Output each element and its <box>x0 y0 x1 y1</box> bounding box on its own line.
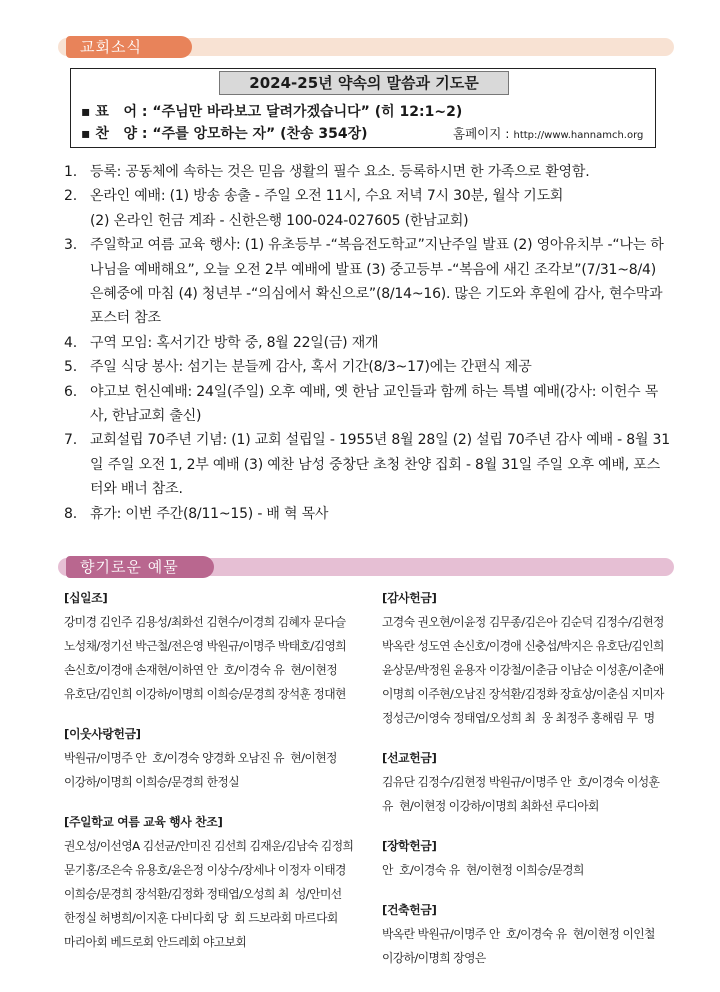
news-list <box>64 160 670 526</box>
offering-names-line: 유호단/김인희 이강하/이명희 이희승/문경희 장석훈 정대현 <box>64 687 346 701</box>
motto-text: “주님만 바라보고 달려가겠습니다” (히 12:1~2) <box>152 104 463 120</box>
news-item <box>64 355 670 379</box>
offering-group <box>64 722 364 794</box>
offering-names-line: 문기홍/조은숙 유용호/윤은정 이상수/장세나 이정자 이태경 <box>64 863 346 877</box>
news-item <box>64 380 670 429</box>
news-item-text: 온라인 예배: (1) 방송 송출 - 주일 오전 11시, 수요 저녁 7시 30분, 월삭 기도회 <box>90 188 564 205</box>
offering-names-line: 김유단 김정수/김현정 박원규/이명주 안 호/이경숙 이성훈 <box>382 775 660 789</box>
news-item-number: 7. <box>64 432 77 449</box>
offering-names-line: 박옥란 성도연 손신호/이경애 신충섭/박지은 유호단/김인희 <box>382 639 664 653</box>
offering-group-heading: [선교헌금] <box>382 751 437 765</box>
offering-names-line: 유 현/이현정 이강하/이명희 최화선 루디아회 <box>382 799 599 813</box>
promise-title: 2024-25년 약속의 말씀과 기도문 <box>219 71 509 95</box>
offering-names-line: 정성근/이영숙 정태엽/오성희 최 웅 최정주 홍해림 무 명 <box>382 711 655 725</box>
offering-names-line: 박옥란 박원규/이명주 안 호/이경숙 유 현/이현정 이인철 <box>382 927 655 941</box>
offering-names-line: 권오성/이선영A 김선균/안미진 김선희 김재운/김남숙 김정희 <box>64 839 354 853</box>
promise-box <box>70 68 656 148</box>
offering-names-line: 한정실 허병희/이지훈 다비다회 당 회 드보라회 마르다회 <box>64 911 338 925</box>
motto-row <box>81 101 462 121</box>
news-item <box>64 502 670 526</box>
homepage-url[interactable]: http://www.hannamch.org <box>513 130 644 141</box>
news-item-subtext: (2) 온라인 헌금 계좌 - 신한은행 100-024-027605 (한남교회) <box>90 212 469 229</box>
news-item <box>64 331 670 355</box>
offering-group-heading: [장학헌금] <box>382 839 437 853</box>
news-item-number: 4. <box>64 334 77 351</box>
news-item-text: 야고보 헌신예배: 24일(주일) 오후 예배, 옛 한남 교인들과 함께 하는 특별 예배(강사: 이헌수 목사, 한남교회 출신) <box>90 383 659 425</box>
news-item <box>64 160 670 184</box>
motto-label: ▪ 표 어 : <box>81 104 148 120</box>
offering-names-line: 이명희 이주현/오남진 장석환/김정화 장효상/이춘심 지미자 <box>382 687 664 701</box>
section-title-news: 교회소식 <box>66 36 192 58</box>
offerings-right-column <box>382 586 672 986</box>
offering-group-heading: [건축헌금] <box>382 903 437 917</box>
offerings-left-column <box>64 586 364 970</box>
section-title-offerings: 향기로운 예물 <box>66 556 214 578</box>
news-item-text: 주일 식당 봉사: 섬기는 분들께 감사, 혹서 기간(8/3~17)에는 간편식 제공 <box>90 359 532 376</box>
offering-names-line: 노성채/정기선 박근철/전은영 박원규/이명주 박태호/김영희 <box>64 639 347 653</box>
offering-group <box>64 810 364 954</box>
section-banner-news <box>58 36 674 58</box>
offering-group-heading: [감사헌금] <box>382 591 437 605</box>
news-item-number: 2. <box>64 188 77 205</box>
offering-names-line: 손신호/이경애 손재현/이하연 안 호/이경숙 유 현/이현정 <box>64 663 338 677</box>
offering-group-heading: [십일조] <box>64 591 108 605</box>
hymn-row <box>81 123 368 143</box>
offering-names-line: 이희승/문경희 장석환/김정화 정태엽/오성희 최 성/안미선 <box>64 887 342 901</box>
offering-group-heading: [이웃사랑헌금] <box>64 727 141 741</box>
news-item-text: 주일학교 여름 교육 행사: (1) 유초등부 -“복음전도학교”지난주일 발표 (2) 영아유치부 -“나는 하나님을 예배해요”, 오늘 오전 2부 예배에 발표 (3) 중고등부 -“복음에 새긴 조각보”(7/31~8/4) 은혜중에 마침 (4) 청년부 -“의심에서 확신으로”(8/14~16). 많은 기도와 후원에 감사, 현수막과 포스터 참조 <box>90 237 664 327</box>
offering-names-line: 고경숙 권오현/이윤정 김무종/김은아 김순덕 김정수/김현정 <box>382 615 664 629</box>
offering-group <box>382 898 672 970</box>
offering-names-line: 이강하/이명희 이희승/문경희 한정실 <box>64 775 239 789</box>
news-item-number: 5. <box>64 359 77 376</box>
offering-group <box>382 746 672 818</box>
offering-names-line: 강미경 김인주 김용성/최화선 김현수/이경희 김혜자 문다슬 <box>64 615 346 629</box>
news-item-number: 1. <box>64 164 77 180</box>
offering-names-line: 이강하/이명희 장영은 <box>382 951 486 965</box>
news-item <box>64 184 670 233</box>
news-item <box>64 233 670 331</box>
offering-names-line: 안 호/이경숙 유 현/이현정 이희승/문경희 <box>382 863 584 877</box>
offering-names-line: 마리아회 베드로회 안드레회 야고보회 <box>64 935 247 949</box>
news-item <box>64 428 670 501</box>
homepage-label: 홈페이지 : <box>453 126 510 141</box>
hymn-label: ▪ 찬 양 : <box>81 126 148 142</box>
offering-group-heading: [주일학교 여름 교육 행사 찬조] <box>64 815 223 829</box>
homepage <box>453 124 643 142</box>
offering-group <box>382 586 672 730</box>
section-banner-offerings <box>58 556 674 578</box>
news-item-text: 등록: 공동체에 속하는 것은 믿음 생활의 필수 요소. 등록하시면 한 가족으로 환영함. <box>90 164 590 180</box>
news-item-text: 구역 모임: 혹서기간 방학 중, 8월 22일(금) 재개 <box>90 334 379 351</box>
offering-group <box>382 834 672 882</box>
news-item-number: 8. <box>64 505 77 522</box>
news-item-text: 휴가: 이번 주간(8/11~15) - 배 혁 목사 <box>90 505 329 522</box>
offering-group <box>64 586 364 706</box>
news-item-number: 3. <box>64 237 77 254</box>
offering-names-line: 윤상문/박정원 윤용자 이강철/이춘금 이남순 이성훈/이춘애 <box>382 663 664 677</box>
news-item-text: 교회설립 70주년 기념: (1) 교회 설립일 - 1955년 8월 28일 (2) 설립 70주년 감사 예배 - 8월 31일 주일 오전 1, 2부 예배 (3) 예찬 남성 중창단 초청 찬양 집회 - 8월 31일 주일 오후 예배, 포스터와 배너 참조. <box>90 432 670 498</box>
hymn-text: “주를 앙모하는 자” (찬송 354장) <box>152 126 368 142</box>
offering-names-line: 박원규/이명주 안 호/이경숙 양경화 오남진 유 현/이현정 <box>64 751 337 765</box>
news-item-number: 6. <box>64 383 77 400</box>
